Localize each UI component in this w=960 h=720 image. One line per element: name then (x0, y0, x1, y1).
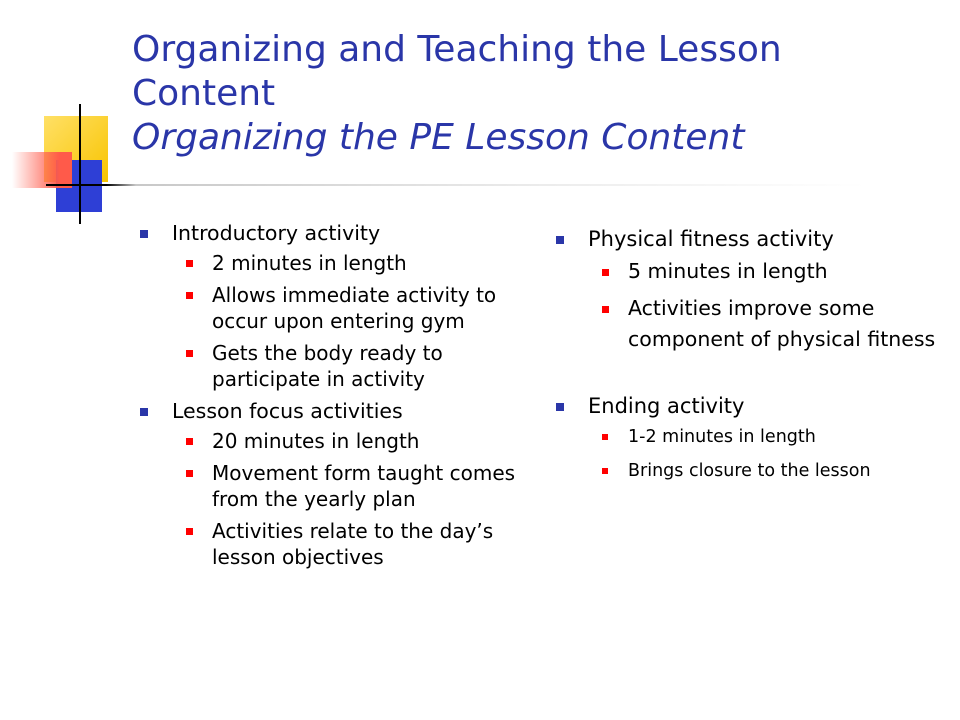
sub-bullet: Activities improve some component of physical fitness (592, 293, 942, 355)
title-main: Organizing and Teaching the Lesson Content (132, 29, 782, 114)
title-divider-line (46, 184, 866, 186)
sub-bullet: Movement form taught comes from the yearly plan (176, 460, 516, 512)
sub-bullet: 20 minutes in length (176, 428, 516, 454)
sub-bullet: Brings closure to the lesson (592, 457, 942, 485)
sub-bullet: 1-2 minutes in length (592, 423, 942, 451)
slide-title (132, 28, 932, 160)
bullet-physical-fitness-activity: Physical fitness activity (552, 226, 942, 252)
sub-bullet: Gets the body ready to participate in activity (176, 340, 516, 392)
bullet-introductory-activity: Introductory activity (136, 220, 516, 246)
sub-bullet: 5 minutes in length (592, 256, 942, 287)
decorative-vertical-line (79, 104, 81, 224)
ending-activity-points (592, 423, 942, 485)
introductory-activity-points (176, 250, 516, 392)
bullet-lesson-focus-activities: Lesson focus activities (136, 398, 516, 424)
sub-bullet: Activities relate to the day’s lesson objectives (176, 518, 516, 570)
right-column (552, 220, 942, 491)
ending-activity-block (552, 393, 942, 485)
title-subtitle: Organizing the PE Lesson Content (132, 117, 745, 158)
lesson-focus-points (176, 428, 516, 570)
left-column (136, 214, 516, 576)
sub-bullet: 2 minutes in length (176, 250, 516, 276)
decorative-red-gradient (12, 152, 72, 188)
physical-fitness-points (592, 256, 942, 355)
bullet-ending-activity: Ending activity (552, 393, 942, 419)
sub-bullet: Allows immediate activity to occur upon entering gym (176, 282, 516, 334)
